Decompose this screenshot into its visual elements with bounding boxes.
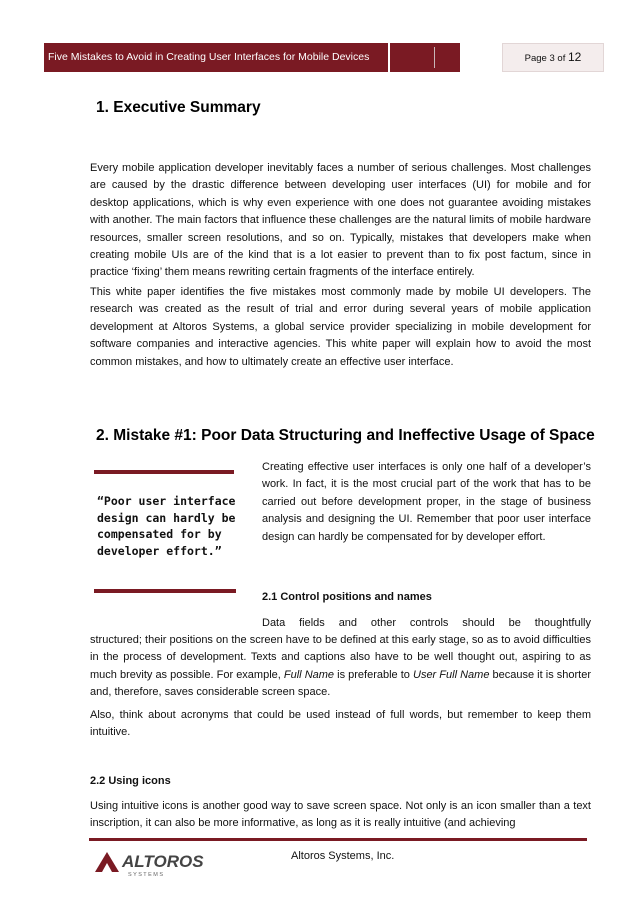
page-total: 12 [567, 50, 582, 64]
subsection-heading-using-icons: 2.2 Using icons [90, 775, 171, 787]
page-number-prefix: Page 3 of [524, 53, 568, 64]
text: is preferable to [334, 668, 413, 681]
logo-subtext: S Y S T E M S [128, 872, 164, 878]
footer-company: Altoros Systems, Inc. [291, 850, 395, 862]
emphasis: Full Name [283, 668, 335, 681]
paragraph: Creating effective user interfaces is only one half of a developer’s work. In fact, it is the most crucial part of the work that has to be carried out before development proper, in the stage of business analysis and designing the UI. Remember that poor user interface design can hardly be compensated for by developer effort. [262, 461, 591, 543]
paragraph-lead: Data fields and other controls should be thoughtfully [262, 617, 591, 629]
paragraph: This white paper identifies the five mistakes most commonly made by mobile UI developers. The research was created as the result of trial and error during several years of mobile application development at Altoros Systems, a global service provider specializing in mobile development for software companies and interactive agencies. This white paper will explain how to avoid the most common mistakes, and how to ultimately create an effective user interface. [90, 286, 591, 368]
altoros-logo [92, 846, 232, 880]
paragraph: Using intuitive icons is another good way to save screen space. Not only is an icon smaller than a text inscription, it can also be more informative, as long as it is really intuitive (and achieving [90, 800, 591, 830]
logo-wordmark: ALTOROS [122, 852, 204, 871]
section-heading-executive-summary: 1. Executive Summary [96, 99, 261, 116]
page-number [502, 43, 604, 72]
subsection-heading-control-positions: 2.1 Control positions and names [262, 591, 432, 603]
header-band [390, 43, 460, 72]
emphasis: User Full Name [413, 668, 490, 681]
document-title: Five Mistakes to Avoid in Creating User Interfaces for Mobile Devices [44, 43, 390, 72]
text: structured; their positions on the screen have to be defined at this early stage, so as to avoid difficulties in the process of development. Texts and captions also have to be well thought out, aspiring to as much brevity as possible. For example, [90, 634, 591, 681]
page-header [44, 43, 604, 72]
pull-quote: “Poor user interface design can hardly be compensated for by developer effort.” [97, 494, 236, 558]
paragraph: Every mobile application developer inevitably faces a number of serious challenges. Most challenges are caused by the drastic difference between developing user interfaces (UI) for mobile and for desktop applications, which is why even experience with one does not guarantee avoiding mistakes with another. The main factors that influence these challenges are the natural limits of mobile hardware resources, smaller screen resolutions, and so on. Typically, mistakes that developers make when creating mobile UIs are of the kind that is a lot easier to prevent than to fix post factum, since in practice ‘fixing’ them means rewriting certain fragments of the interface entirely. [90, 162, 591, 279]
quote-rule-bottom [94, 589, 236, 593]
section-heading-mistake-1: 2. Mistake #1: Poor Data Structuring and Ineffective Usage of Space [96, 427, 595, 444]
paragraph [90, 632, 591, 702]
text: because it is shorter and, therefore, saves considerable screen space. [90, 668, 591, 699]
header-divider [434, 47, 435, 68]
footer-rule [89, 838, 587, 841]
quote-rule-top [94, 470, 234, 474]
paragraph: Also, think about acronyms that could be used instead of full words, but remember to keep them intuitive. [90, 709, 591, 739]
